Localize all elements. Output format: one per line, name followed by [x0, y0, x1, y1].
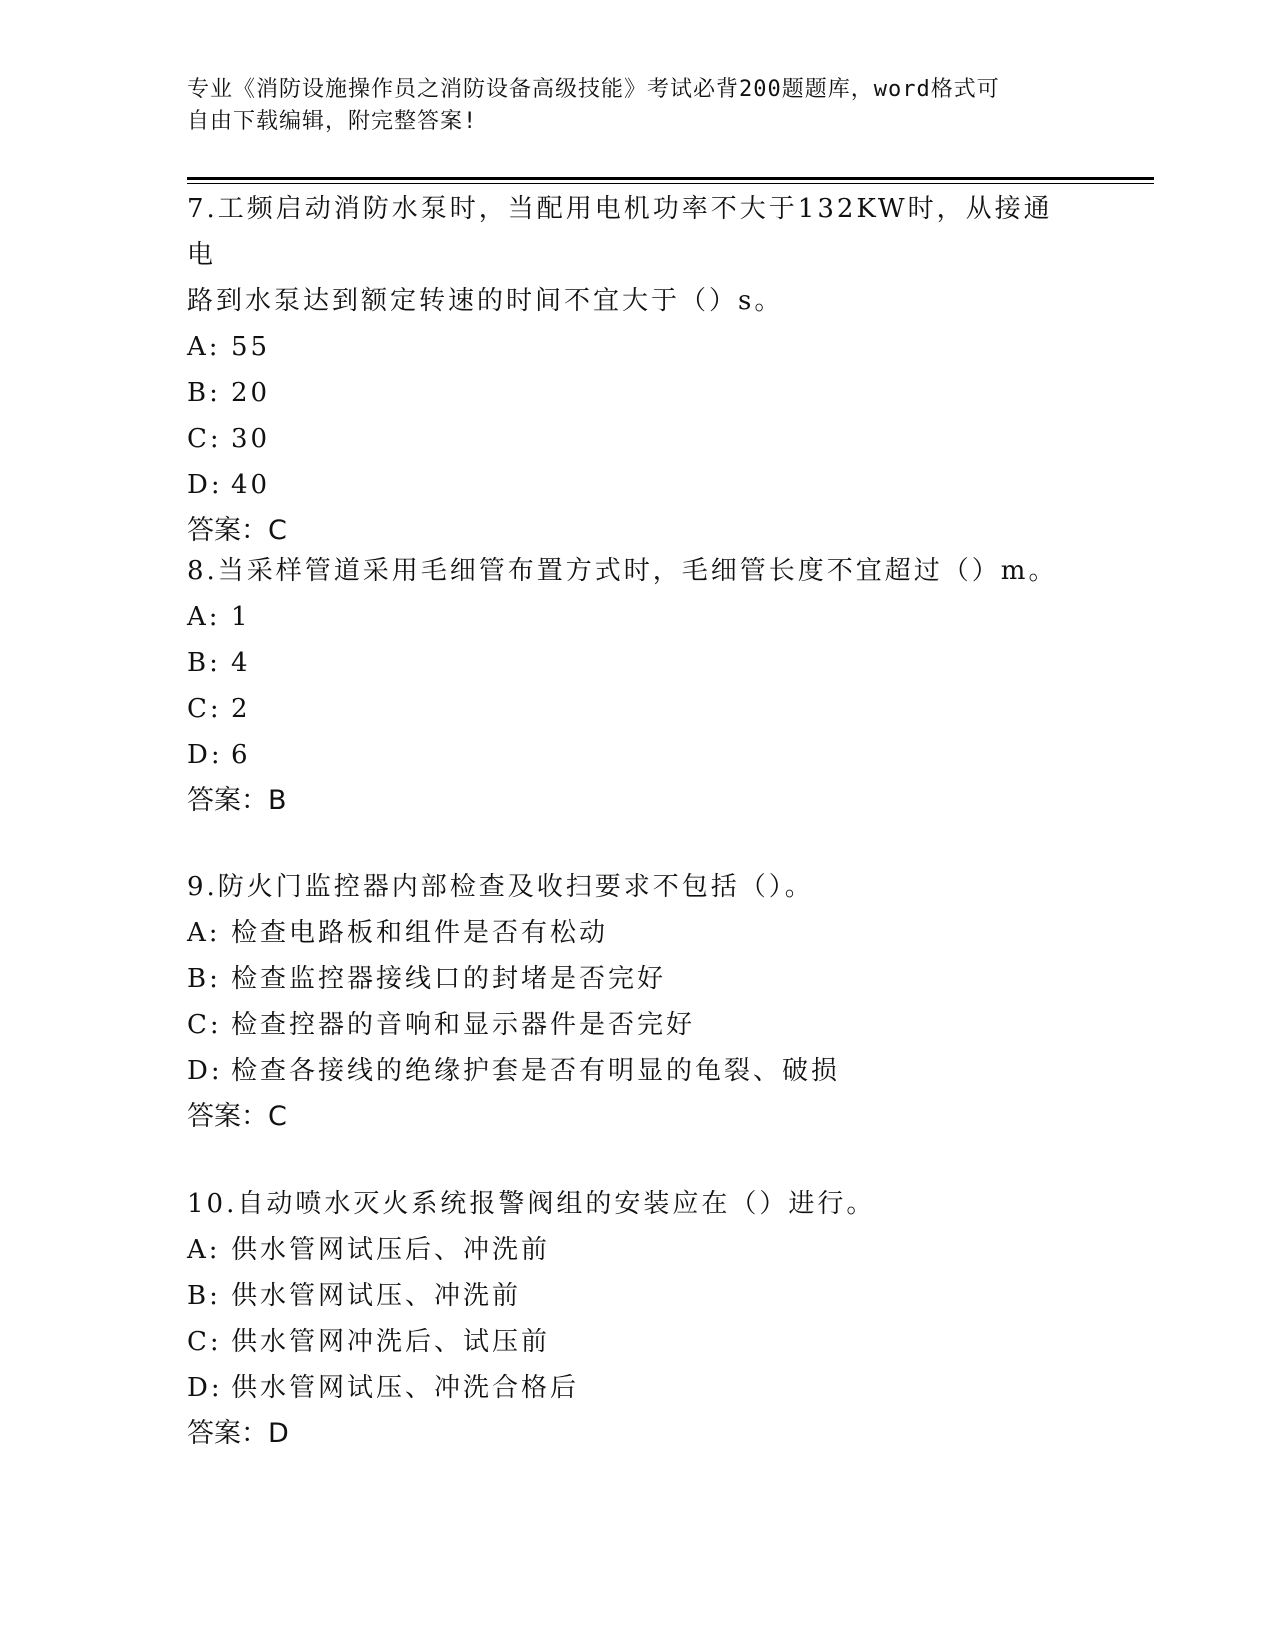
option-d — [187, 1048, 1067, 1094]
option-d — [187, 732, 1067, 778]
option-text: 供水管网试压、冲洗合格后 — [231, 1373, 580, 1403]
option-letter: C: — [187, 1010, 222, 1040]
option-text: 检查控器的音响和显示器件是否完好 — [231, 1010, 696, 1040]
option-a — [187, 1227, 1067, 1273]
option-letter: D: — [187, 1373, 223, 1403]
header-divider-thin — [187, 183, 1154, 184]
answer: 答案：C — [187, 1101, 287, 1132]
answer: 答案：B — [187, 785, 287, 816]
option-text: 检查监控器接线口的封堵是否完好 — [231, 964, 667, 994]
option-text: 55 — [231, 332, 271, 362]
question-text: 7.工频启动消防水泵时，当配用电机功率不大于132KW时，从接通电 — [187, 194, 1053, 270]
option-text: 30 — [231, 424, 271, 454]
option-a — [187, 910, 1067, 956]
option-letter: C: — [187, 694, 222, 724]
option-letter: B: — [187, 378, 221, 408]
option-text: 供水管网试压后、冲洗前 — [231, 1235, 551, 1265]
option-c — [187, 1319, 1067, 1365]
option-text: 20 — [231, 378, 271, 408]
option-a — [187, 594, 1067, 640]
option-letter: A: — [187, 1235, 221, 1265]
option-text: 4 — [231, 648, 251, 678]
question-text: 9.防火门监控器内部检查及收扫要求不包括（）。 — [187, 872, 814, 902]
option-text: 检查电路板和组件是否有松动 — [231, 918, 609, 948]
answer: 答案：D — [187, 1418, 289, 1449]
option-letter: B: — [187, 648, 221, 678]
option-d — [187, 462, 1067, 508]
answer: 答案：C — [187, 515, 287, 546]
option-b — [187, 956, 1067, 1002]
option-text: 供水管网冲洗后、试压前 — [231, 1327, 551, 1357]
header-divider-thick — [187, 177, 1154, 180]
option-text: 2 — [231, 694, 251, 724]
option-letter: A: — [187, 332, 221, 362]
question-10 — [187, 1181, 1067, 1457]
option-letter: D: — [187, 1056, 223, 1086]
question-text-continued: 路到水泵达到额定转速的时间不宜大于（）s。 — [187, 286, 784, 316]
option-text: 40 — [231, 470, 271, 500]
option-b — [187, 640, 1067, 686]
option-letter: C: — [187, 1327, 222, 1357]
question-text: 8.当采样管道采用毛细管布置方式时，毛细管长度不宜超过（）m。 — [187, 556, 1058, 586]
header-line-1: 专业《消防设施操作员之消防设备高级技能》考试必背200题题库，word格式可 — [187, 77, 1000, 102]
option-c — [187, 686, 1067, 732]
option-b — [187, 370, 1067, 416]
question-text: 10.自动喷水灭火系统报警阀组的安装应在（）进行。 — [187, 1189, 876, 1219]
option-text: 6 — [231, 740, 251, 770]
option-d — [187, 1365, 1067, 1411]
option-letter: B: — [187, 1281, 221, 1311]
option-letter: D: — [187, 740, 223, 770]
option-b — [187, 1273, 1067, 1319]
option-text: 检查各接线的绝缘护套是否有明显的龟裂、破损 — [231, 1056, 841, 1086]
option-text: 1 — [231, 602, 251, 632]
option-letter: B: — [187, 964, 221, 994]
option-c — [187, 416, 1067, 462]
option-letter: A: — [187, 602, 221, 632]
option-letter: C: — [187, 424, 222, 454]
option-a — [187, 324, 1067, 370]
option-letter: A: — [187, 918, 221, 948]
question-7 — [187, 186, 1067, 554]
option-text: 供水管网试压、冲洗前 — [231, 1281, 522, 1311]
document-header — [187, 74, 1067, 138]
question-9 — [187, 864, 1067, 1140]
header-line-2: 自由下载编辑，附完整答案! — [187, 109, 478, 134]
option-letter: D: — [187, 470, 223, 500]
question-8 — [187, 548, 1067, 824]
option-c — [187, 1002, 1067, 1048]
